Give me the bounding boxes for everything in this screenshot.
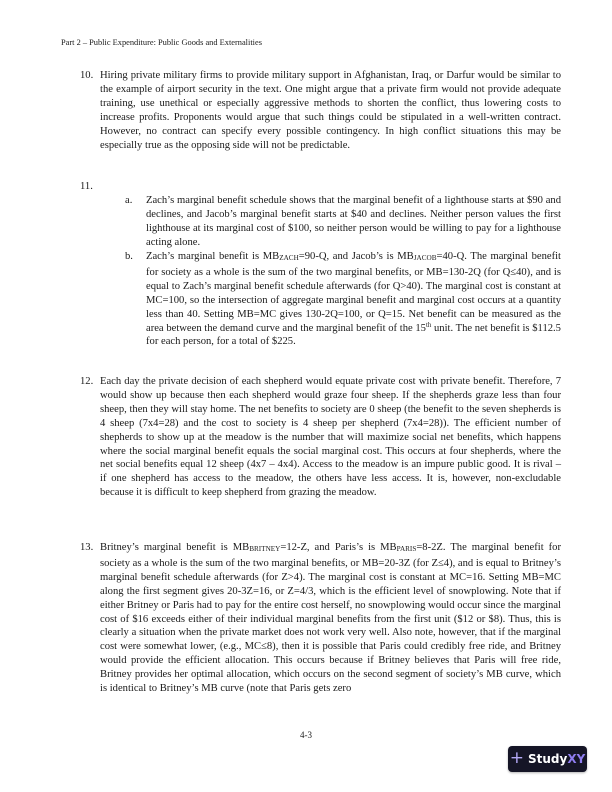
question-number: 11. [80,181,93,192]
question-text [100,541,561,696]
text-run: Britney’s marginal benefit is MB [100,542,250,553]
subscript-britney: BRITNEY [249,545,281,553]
question-10 [80,69,561,152]
subscript-paris: PARIS [396,545,417,553]
subscript-zach: ZACH [279,254,299,262]
text-run: =90-Q, and Jacob’s is MB [298,251,414,262]
text-run: =40-Q. The marginal benefit for society as a whole is the sum of the two marginal benefits, or MB=130-2Q (for Q≤40), and is equal to Zach’s marginal benefit schedule afterwards (for Q>40). The marginal cost is constant at MC=100, so the intersection of aggregate marginal benefit and marginal cost occurs at a quantity less than 40. Setting MB=MC gives 130-2Q=100, or Q=15. Net benefit can be measured as the area between the demand curve and the marginal benefit of the 15 [146,251,561,334]
superscript-th: th [425,321,432,329]
brand-main: Study [527,752,568,766]
running-header: Part 2 – Public Expenditure: Public Goods and Externalities [61,38,262,47]
subscript-jacob: JACOB [413,254,437,262]
question-11a [125,194,561,250]
question-13 [80,541,561,696]
brand-accent: XY [567,752,586,766]
question-text: Hiring private military firms to provide military support in Afghanistan, Iraq, or Darfur would be similar to the example of airport security in the text. One might argue that a private firm would not provide adequate training, use unethical or especially aggressive methods to shorten the conflict, thus lowering costs to increase profits. Proponents would argue that such things could be stipulated in a well-written contract. However, no contract can specify every possible contingency. In high conflict situations this may be especially true as the opposing side will not be predictable. [100,70,561,151]
subpart-label: a. [125,195,133,206]
question-12 [80,375,561,500]
text-run: =12-Z, and Paris’s is MB [280,542,397,553]
text-run: =8-2Z. The marginal benefit for society as a whole is the sum of the two marginal benefits, or MB=20-3Z (for Z≤4), and is equal to Britney’s marginal benefit schedule afterwards (for Z>4). The marginal cost is constant at MC=16. Setting MB=MC along the first segment gives 20-3Z=16, or Z=4/3, which is the efficient level of snowplowing. Note that if either Britney or Paris had to pay for the entire cost herself, no snowplowing would occur since the marginal cost of $16 exceeds either of their individual marginal benefits from the first unit ($12 or $8). Thus, this is clearly a situation when the private market does not work very well. Also note, however, that if the marginal cost were somewhat lower, (e.g., MC≤8), then it is possible that Paris could credibly free ride, and Britney would provide the efficient allocation. This occurs because if Britney believes that Paris will free ride, Britney provides her optimal allocation, which occurs on the second segment of society’s MB curve, which is identical to Britney’s MB curve (note that Paris gets zero [100,542,561,695]
text-run: Zach’s marginal benefit is MB [146,251,280,262]
question-number: 12. [80,376,94,387]
subpart-text [146,250,561,349]
studyxy-badge[interactable] [508,746,587,772]
question-number: 13. [80,542,94,553]
plus-icon: + [509,747,524,768]
subpart-label: b. [125,251,133,262]
brand-name [528,752,585,766]
text-run: unit. The net benefit is $112.5 for each person, for a total of $225. [146,322,561,348]
question-number: 10. [80,70,94,81]
question-text: Each day the private decision of each shepherd would equate private cost with private benefit. Therefore, 7 would show up because then each shepherd would graze four sheep. If the shepherds graze less than four sheep, then they will stay home. The net benefits to society are 0 sheep (the benefit to the seven shepherds is 4 sheep (7x4=28) and the cost to society is 4 sheep per shepherd (7x4=28)). The efficient number of shepherds to show up at the meadow is the number that will maximize social net benefits, which happens where the social marginal benefit equals the social marginal cost. This occurs at four shepherds, where the net social benefits equal 12 sheep (4x7 – 4x4). Access to the meadow is an impure public good. It is rival – if one shepherd has access to the meadow, the others have less access. It is, however, non-excludable because it is difficult to keep shepherd from grazing the meadow. [100,376,561,499]
page-number: 4-3 [300,730,312,740]
subpart-text: Zach’s marginal benefit schedule shows that the marginal benefit of a lighthouse starts at $90 and declines, and Jacob’s marginal benefit starts at $40 and declines. Neither person values the first lighthouse at its marginal cost of $100, so neither person would be willing to pay for a lighthouse acting alone. [146,195,561,248]
question-11b [125,250,561,349]
